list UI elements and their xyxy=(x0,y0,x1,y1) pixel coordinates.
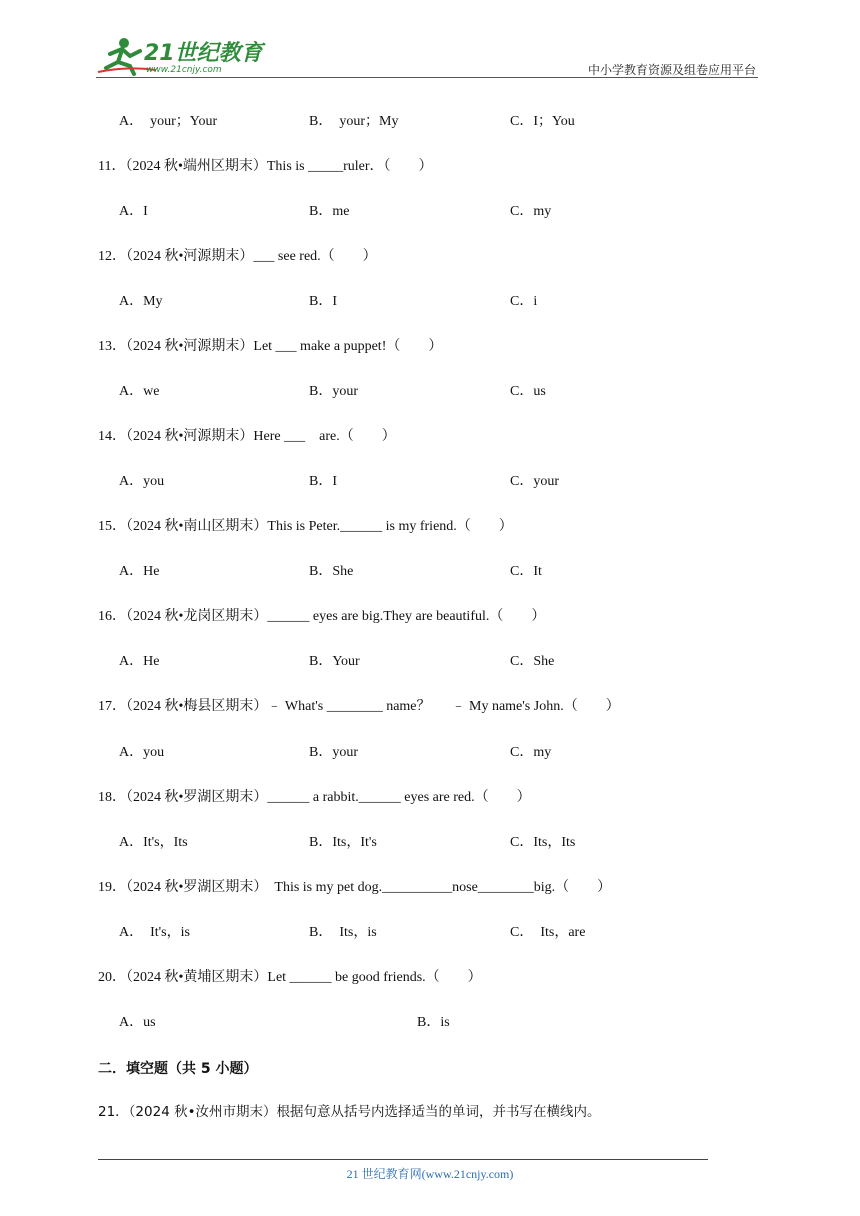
option-b: B．I xyxy=(309,294,337,309)
option-a: A．I xyxy=(119,204,148,219)
question-stem: 13．（2024 秋•河源期末）Let ___ make a puppet!（ ） xyxy=(98,339,443,354)
question-stem: 20．（2024 秋•黄埔区期末）Let ______ be good friends.（ ） xyxy=(98,970,482,985)
option-b: B．She xyxy=(309,564,354,579)
page-footer: 21 世纪教育网(www.21cnjy.com) xyxy=(346,1167,514,1181)
option-a: A．we xyxy=(119,384,160,399)
option-c: C．It xyxy=(510,564,542,579)
option-b: B．me xyxy=(309,204,350,219)
option-c: C．my xyxy=(510,745,552,760)
option-b: B． Its，is xyxy=(309,925,377,940)
question-stem: 12．（2024 秋•河源期末）___ see red.（ ） xyxy=(98,249,377,264)
option-a: A．He xyxy=(119,564,160,579)
question-21-stem: 21．（2024 秋•汝州市期末）根据句意从括号内选择适当的单词，并书写在横线内。 xyxy=(98,1104,601,1120)
option-c: C．Its，Its xyxy=(510,835,576,850)
option-b: B． your；My xyxy=(309,114,399,129)
svg-text:21世纪教育: 21世纪教育 xyxy=(144,41,263,66)
option-b: B．I xyxy=(309,474,337,489)
option-a: A．He xyxy=(119,654,160,669)
option-a: A．you xyxy=(119,745,165,760)
option-b: B．your xyxy=(309,384,358,399)
option-b: B．your xyxy=(309,745,358,760)
svg-text:www.21cnjy.com: www.21cnjy.com xyxy=(146,65,222,75)
option-c: C．She xyxy=(510,654,555,669)
option-c: C． Its，are xyxy=(510,925,586,940)
site-logo xyxy=(96,36,266,76)
footer-divider xyxy=(98,1159,708,1160)
question-stem: 17．（2024 秋•梅县区期末）﹣ What's ________ name？ ﹣ My name's John.（ ） xyxy=(98,699,620,714)
section-title: 二．填空题（共 5 小题） xyxy=(98,1061,258,1077)
option-a: A．us xyxy=(119,1015,156,1030)
page-header xyxy=(96,28,758,80)
site-name: 中小学教育资源及组卷应用平台 xyxy=(587,63,756,77)
question-stem: 16．（2024 秋•龙岗区期末）______ eyes are big.They are beautiful.（ ） xyxy=(98,609,546,624)
option-a: A．It's，Its xyxy=(119,835,188,850)
option-b: B．is xyxy=(417,1015,450,1030)
option-a: A．My xyxy=(119,294,163,309)
question-stem: 11．（2024 秋•端州区期末）This is _____ruler．（ ） xyxy=(98,159,433,174)
option-b: B．Your xyxy=(309,654,360,669)
option-a: A． your；Your xyxy=(119,114,218,129)
option-a: A． It's，is xyxy=(119,925,190,940)
option-c: C．us xyxy=(510,384,546,399)
option-c: C．your xyxy=(510,474,559,489)
option-c: C．my xyxy=(510,204,552,219)
question-stem: 14．（2024 秋•河源期末）Here ___ are.（ ） xyxy=(98,429,396,444)
option-a: A．you xyxy=(119,474,165,489)
question-stem: 19．（2024 秋•罗湖区期末） This is my pet dog.__________nose________big.（ ） xyxy=(98,880,612,895)
question-stem: 15．（2024 秋•南山区期末）This is Peter.______ is my friend.（ ） xyxy=(98,519,513,534)
option-c: C．I；You xyxy=(510,114,575,129)
option-c: C．i xyxy=(510,294,538,309)
option-b: B．Its，It's xyxy=(309,835,377,850)
header-divider xyxy=(96,77,758,78)
question-stem: 18．（2024 秋•罗湖区期末）______ a rabbit.______ eyes are red.（ ） xyxy=(98,790,531,805)
